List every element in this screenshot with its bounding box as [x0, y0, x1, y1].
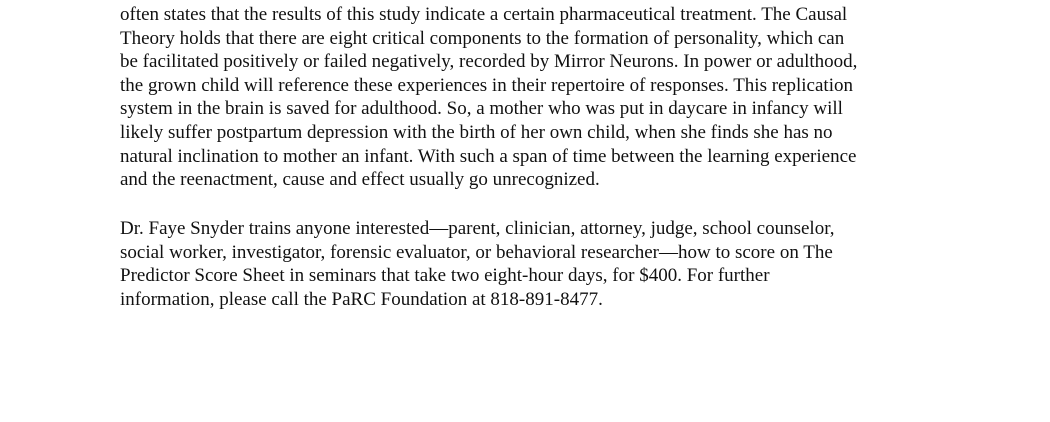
text-line: Predictor Score Sheet in seminars that take two eight-hour days, for $400. For further: [120, 265, 770, 287]
text-line: the grown child will reference these experiences in their repertoire of responses. This replication: [120, 74, 853, 96]
text-line: often states that the results of this study indicate a certain pharmaceutical treatment. The Causal: [120, 4, 848, 25]
paragraph-training-info: [120, 217, 940, 311]
text-line: natural inclination to mother an infant. With such a span of time between the learning experience: [120, 145, 857, 167]
paragraph-causal-theory: [120, 3, 940, 192]
text-line: and the reenactment, cause and effect usually go unrecognized.: [120, 169, 600, 191]
text-line: likely suffer postpartum depression with the birth of her own child, when she finds she has no: [120, 121, 833, 143]
text-line: information, please call the PaRC Foundation at 818-891-8477.: [120, 288, 603, 310]
text-line: system in the brain is saved for adulthood. So, a mother who was put in daycare in infancy will: [120, 98, 843, 120]
text-line: Dr. Faye Snyder trains anyone interested—parent, clinician, attorney, judge, school counselor,: [120, 218, 835, 239]
text-line: Theory holds that there are eight critical components to the formation of personality, which can: [120, 27, 845, 49]
text-line: be facilitated positively or failed negatively, recorded by Mirror Neurons. In power or adulthood,: [120, 51, 858, 73]
text-line: social worker, investigator, forensic evaluator, or behavioral researcher—how to score on The: [120, 241, 833, 263]
